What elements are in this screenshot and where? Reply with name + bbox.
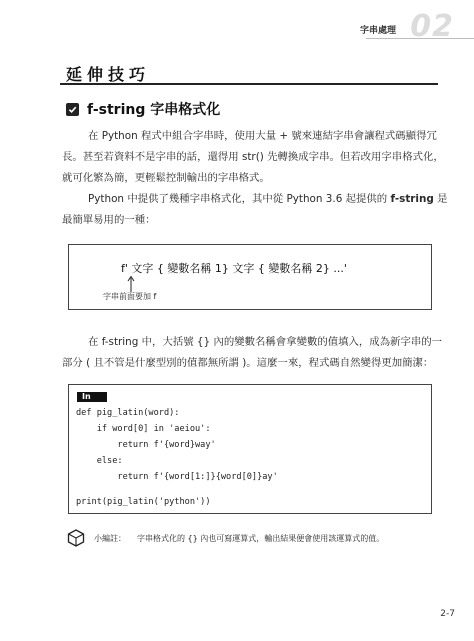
paragraph-line [62, 189, 448, 210]
section-heading: 延伸技巧 [66, 65, 151, 84]
paragraph-line: 最簡單易用的一種： [62, 214, 156, 226]
paragraph-intro [62, 126, 444, 189]
paragraph-line: 就可化繁為簡，更輕鬆控制輸出的字串格式。 [62, 172, 270, 184]
text-run: Python 中提供了幾種字串格式化，其中從 Python 3.6 起提供的 [88, 193, 391, 205]
page-number: 2-7 [440, 609, 455, 619]
subsection-title: f-string 字串格式化 [87, 102, 221, 118]
paragraph-line: 長。甚至若資料不是字串的話，還得用 str() 先轉換成字串。但若改用字串格式化， [62, 151, 444, 163]
paragraph-explain [62, 332, 443, 374]
page-header [0, 9, 474, 44]
code-line: else: [76, 456, 123, 466]
fstring-term: f-string [390, 193, 434, 205]
tip-label: 小編註： [94, 534, 126, 543]
code-line: return f'{word}way' [76, 440, 216, 450]
paragraph-line: 在 f-string 中，大括號 {} 內的變數名稱會拿變數的值填入，成為新字串的一 [88, 336, 443, 348]
code-line: def pig_latin(word): [76, 408, 180, 418]
cube-icon [66, 528, 86, 548]
text-run: 是 [433, 193, 448, 205]
tip-text: 字串格式化的 {} 內也可寫運算式，輸出結果便會使用該運算式的值。 [137, 534, 385, 543]
code-block [68, 384, 432, 514]
checkbox-icon [66, 103, 79, 116]
chapter-title: 字串處理 [359, 26, 396, 36]
syntax-note: 字串前面要加 f [103, 292, 157, 301]
header-rule [366, 38, 474, 39]
code-line: print(pig_latin('python')) [76, 497, 211, 507]
code-line: return f'{word[1:]}{word[0]}ay' [76, 472, 278, 482]
code-line: if word[0] in 'aeiou': [76, 424, 211, 434]
subsection-heading [66, 99, 220, 119]
syntax-box [68, 244, 432, 310]
paragraph-line: 部分 ( 且不管是什麼型別的值都無所謂 )。這麼一來，程式碼自然變得更加簡潔： [62, 357, 434, 369]
section-heading-rule [60, 83, 438, 85]
paragraph-line: 在 Python 程式中組合字串時，使用大量 + 號來連結字串會讓程式碼顯得冗 [88, 130, 437, 142]
syntax-template: f' 文字 { 變數名稱 1} 文字 { 變數名稱 2} ...' [121, 262, 347, 275]
input-badge: In [77, 392, 107, 402]
paragraph-fstring [62, 189, 448, 231]
chapter-number: 02 [410, 9, 454, 44]
